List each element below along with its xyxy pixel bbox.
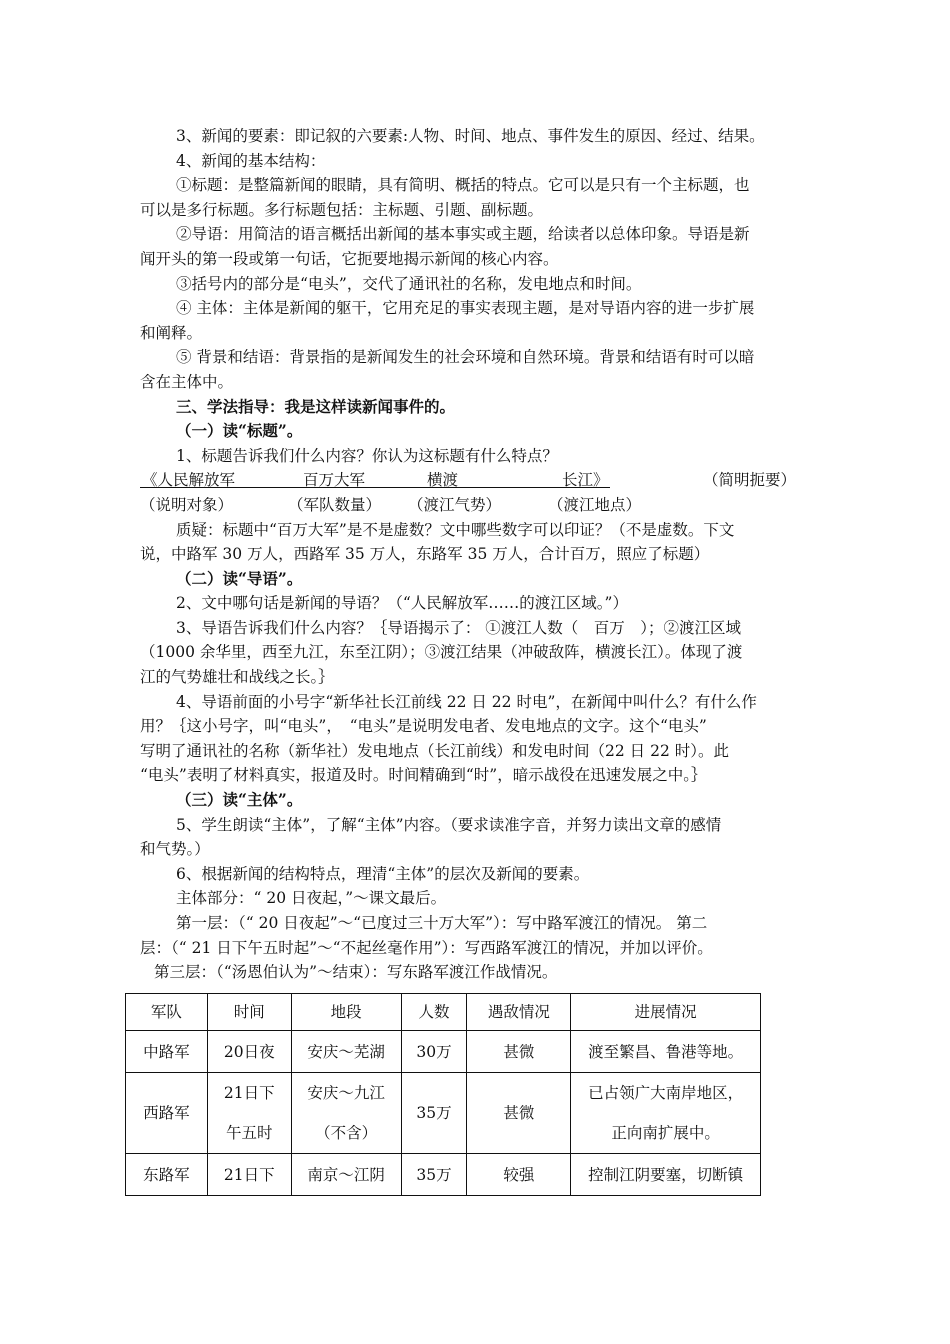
headline-part: 横渡 — [427, 471, 459, 490]
headline-part: 百万大军 — [303, 471, 366, 490]
column-header: 时间 — [207, 994, 291, 1031]
headline-breakdown — [140, 468, 810, 493]
text-line: ④ 主体：主体是新闻的躯干，它用充足的事实表现主题，是对导语内容的进一步扩展 — [176, 299, 755, 318]
headline-feature: （简明扼要） — [703, 471, 797, 490]
cell-line: 已占领广大南岸地区， — [588, 1084, 744, 1102]
table-cell: 安庆～芜湖 — [291, 1031, 401, 1073]
table-cell: 西路军 — [126, 1073, 208, 1154]
text-line: 江的气势雄壮和战线之长。｝ — [140, 668, 334, 687]
table-cell — [291, 1073, 401, 1154]
table-cell: 较强 — [467, 1154, 571, 1196]
subsection-heading: （二）读“导语”。 — [176, 568, 303, 588]
column-header: 遇敌情况 — [467, 994, 571, 1031]
subsection-heading: （三）读“主体”。 — [176, 790, 303, 810]
headline-part: 长江》 — [562, 471, 609, 490]
cell-line: 安庆～九江 — [307, 1084, 385, 1102]
text-line: 2、文中哪句话是新闻的导语？（“人民解放军……的渡江区域。”） — [176, 594, 628, 613]
table-cell: 30万 — [401, 1031, 467, 1073]
text-line: 第三层：（“汤恩伯认为”～结束）：写东路军渡江作战情况。 — [154, 963, 558, 982]
table-cell: 控制江阴要塞，切断镇 — [571, 1154, 761, 1196]
table-cell — [571, 1073, 761, 1154]
subsection-heading: （一）读“标题”。 — [176, 421, 303, 441]
table-row — [126, 1031, 761, 1073]
annotation: （渡江气势） — [408, 495, 502, 514]
text-line: 1、标题告诉我们什么内容？你认为这标题有什么特点？ — [176, 446, 558, 465]
text-line: 和阐释。 — [140, 323, 203, 342]
text-line: 4、导语前面的小号字“新华社长江前线 22 日 22 时电”，在新闻中叫什么？有什么作 — [176, 692, 757, 711]
table-cell: 甚微 — [467, 1031, 571, 1073]
annotation: （军队数量） — [288, 495, 382, 514]
text-line: 第一层：（“ 20 日夜起”～“已度过三十万大军”）：写中路军渡江的情况。 第二 — [176, 914, 708, 932]
text-line: 6、根据新闻的结构特点，理清“主体”的层次及新闻的要素。 — [176, 864, 590, 883]
table-cell: 35万 — [401, 1154, 467, 1196]
table-cell: 渡至繁昌、鲁港等地。 — [571, 1031, 761, 1073]
text-line: 层：（“ 21 日下午五时起”～“不起丝毫作用”）：写西路军渡江的情况，并加以评价。 — [140, 938, 713, 957]
text-line: 写明了通讯社的名称（新华社）发电地点（长江前线）和发电时间（22 日 22 时）。此 — [140, 741, 729, 760]
text-line: 说，中路军 30 万人，西路军 35 万人，东路军 35 万人，合计百万，照应了标题） — [140, 545, 710, 564]
column-header: 军队 — [126, 994, 208, 1031]
text-line: ⑤ 背景和结语：背景指的是新闻发生的社会环境和自然环境。背景和结语有时可以暗 — [176, 348, 755, 367]
section-heading: 三、学法指导：我是这样读新闻事件的。 — [176, 396, 456, 416]
table-cell: 中路军 — [126, 1031, 208, 1073]
cell-line: （不含） — [315, 1124, 378, 1142]
table-cell: 21日下 — [207, 1154, 291, 1196]
text-line: ②导语：用简洁的语言概括出新闻的基本事实或主题，给读者以总体印象。导语是新 — [176, 225, 750, 244]
text-line: 可以是多行标题。多行标题包括：主标题、引题、副标题。 — [140, 200, 544, 219]
text-line: 3、新闻的要素：即记叙的六要素:人物、时间、地点、事件发生的原因、经过、结果。 — [176, 127, 765, 145]
document-body — [140, 124, 810, 985]
cell-line: 正向南扩展中。 — [611, 1124, 720, 1142]
cell-line: 21日下 — [223, 1084, 275, 1102]
text-line: 5、学生朗读“主体”，了解“主体”内容。（要求读准字音，并努力读出文章的感情 — [176, 815, 722, 834]
text-line: ③括号内的部分是“电头”，交代了通讯社的名称，发电地点和时间。 — [176, 274, 642, 293]
annotation: （说明对象） — [140, 495, 234, 514]
table-cell: 20日夜 — [207, 1031, 291, 1073]
text-line: 质疑：标题中“百万大军”是不是虚数？文中哪些数字可以印证？（不是虚数。下文 — [176, 520, 735, 539]
text-line: 4、新闻的基本结构： — [176, 151, 326, 170]
text-line: 含在主体中。 — [140, 372, 234, 391]
text-line: 3、导语告诉我们什么内容？｛导语揭示了： ①渡江人数（ 百万 ）；②渡江区域 — [176, 618, 742, 637]
table-cell: 35万 — [401, 1073, 467, 1154]
column-header: 地段 — [291, 994, 401, 1031]
army-table — [125, 993, 761, 1196]
table-header-row — [126, 994, 761, 1031]
column-header: 进展情况 — [571, 994, 761, 1031]
text-line: 闻开头的第一段或第一句话，它扼要地揭示新闻的核心内容。 — [140, 249, 559, 268]
text-line: （1000 余华里，西至九江，东至江阴）；③渡江结果（冲破敌阵，横渡长江）。体现了渡 — [140, 643, 743, 662]
table-cell — [207, 1073, 291, 1154]
text-line: 主体部分：“ 20 日夜起，”～课文最后。 — [176, 889, 447, 908]
text-line: ①标题：是整篇新闻的眼睛，具有简明、概括的特点。它可以是只有一个主标题，也 — [176, 176, 750, 195]
table-cell: 甚微 — [467, 1073, 571, 1154]
headline-part: 《人民解放军 — [142, 471, 236, 490]
cell-line: 午五时 — [226, 1124, 273, 1142]
table-cell: 东路军 — [126, 1154, 208, 1196]
table-cell: 南京～江阴 — [291, 1154, 401, 1196]
text-line: 和气势。） — [140, 840, 210, 859]
headline-annotations — [140, 493, 810, 518]
column-header: 人数 — [401, 994, 467, 1031]
annotation: （渡江地点） — [548, 495, 642, 514]
text-line: “电头”表明了材料真实，报道及时。时间精确到“时”，暗示战役在迅速发展之中。｝ — [140, 766, 707, 785]
text-line: 用？｛这小号字，叫“电头”， “电头”是说明发电者、发电地点的文字。这个“电头” — [140, 717, 707, 736]
table-row — [126, 1154, 761, 1196]
table-row — [126, 1073, 761, 1154]
